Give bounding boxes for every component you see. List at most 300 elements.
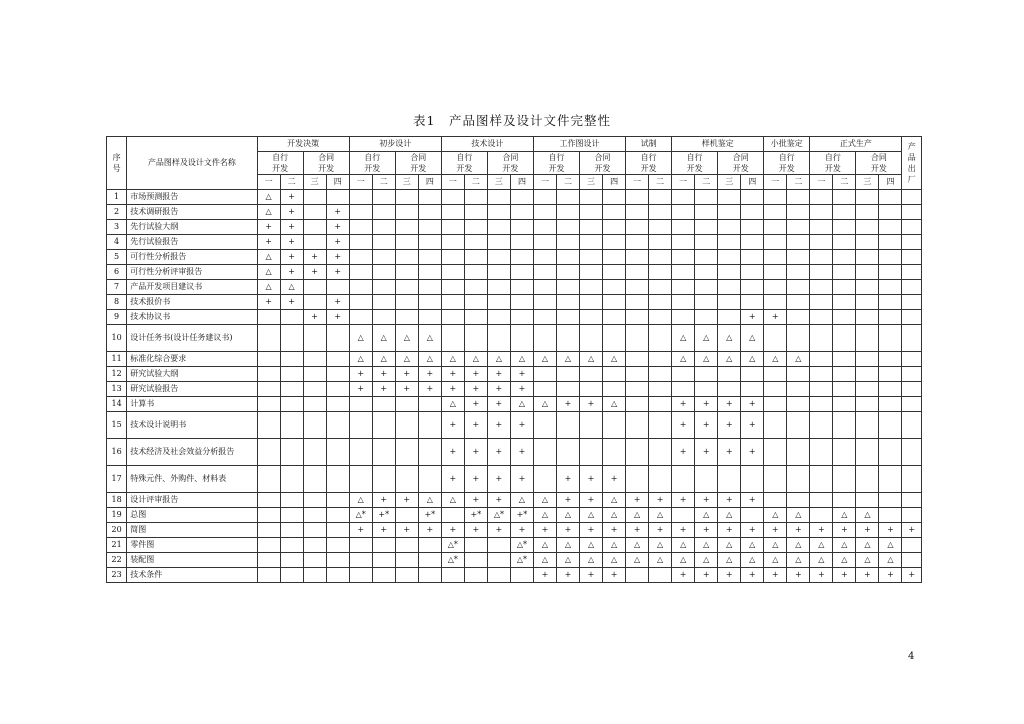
mark-cell	[649, 382, 672, 397]
mark-cell	[580, 439, 603, 466]
mark-cell: △	[718, 325, 741, 352]
mark-cell: +	[349, 367, 372, 382]
mark-cell	[372, 250, 395, 265]
mark-cell	[902, 508, 922, 523]
mark-cell	[580, 412, 603, 439]
mark-cell: △	[718, 553, 741, 568]
mark-cell	[487, 220, 510, 235]
mark-cell	[672, 250, 695, 265]
mark-cell: △	[741, 538, 764, 553]
mark-cell	[787, 280, 810, 295]
mark-cell	[695, 382, 718, 397]
mark-cell	[810, 280, 833, 295]
table-row	[107, 295, 922, 310]
mark-cell	[718, 367, 741, 382]
mark-cell	[533, 265, 556, 280]
mark-cell	[718, 466, 741, 493]
mark-cell: △	[510, 352, 533, 367]
mark-cell	[533, 439, 556, 466]
mark-cell	[649, 568, 672, 583]
mark-cell: +	[326, 235, 349, 250]
mark-cell	[833, 493, 856, 508]
mark-cell	[902, 439, 922, 466]
mark-cell: △	[764, 553, 787, 568]
mark-cell: +	[741, 439, 764, 466]
mark-cell	[764, 367, 787, 382]
document-name: 设计任务书(设计任务建议书)	[127, 325, 257, 352]
mark-cell: +	[441, 523, 464, 538]
mark-cell	[902, 466, 922, 493]
mark-cell	[418, 553, 441, 568]
mark-cell: +	[372, 493, 395, 508]
mark-cell: +	[395, 493, 418, 508]
mark-cell: △	[556, 538, 579, 553]
mark-cell	[856, 412, 879, 439]
row-number: 8	[107, 295, 127, 310]
mark-cell	[395, 568, 418, 583]
mark-cell	[603, 220, 626, 235]
mark-cell	[418, 220, 441, 235]
mark-cell	[626, 397, 649, 412]
mark-cell: +	[487, 493, 510, 508]
mark-cell: +	[257, 235, 280, 250]
mark-cell: △	[580, 538, 603, 553]
mark-cell	[695, 220, 718, 235]
mark-cell	[810, 310, 833, 325]
mark-cell: +	[695, 523, 718, 538]
mark-cell	[833, 439, 856, 466]
mark-cell: +	[464, 439, 487, 466]
mark-cell: △	[672, 325, 695, 352]
mark-cell	[510, 205, 533, 220]
mark-cell	[833, 235, 856, 250]
mark-cell: △	[580, 553, 603, 568]
mark-cell	[718, 280, 741, 295]
mark-cell	[810, 439, 833, 466]
mark-cell	[787, 493, 810, 508]
mark-cell: △	[787, 538, 810, 553]
mark-cell	[902, 352, 922, 367]
dev-mode-header: 自行 开发	[810, 152, 856, 175]
mark-cell	[902, 250, 922, 265]
mark-cell	[787, 439, 810, 466]
class-header: 二	[833, 175, 856, 190]
mark-cell: △	[856, 508, 879, 523]
dev-mode-header: 自行 开发	[533, 152, 579, 175]
class-header: 一	[810, 175, 833, 190]
mark-cell	[580, 325, 603, 352]
row-number: 10	[107, 325, 127, 352]
mark-cell	[810, 493, 833, 508]
mark-cell: +	[741, 310, 764, 325]
table-row	[107, 397, 922, 412]
mark-cell	[349, 265, 372, 280]
mark-cell	[603, 367, 626, 382]
mark-cell: △	[533, 508, 556, 523]
mark-cell	[695, 280, 718, 295]
mark-cell	[487, 235, 510, 250]
mark-cell	[603, 190, 626, 205]
mark-cell	[349, 235, 372, 250]
mark-cell	[556, 220, 579, 235]
mark-cell	[395, 280, 418, 295]
document-name: 可行性分析评审报告	[127, 265, 257, 280]
mark-cell	[395, 397, 418, 412]
mark-cell	[879, 265, 902, 280]
mark-cell	[672, 235, 695, 250]
table-row	[107, 190, 922, 205]
row-number: 17	[107, 466, 127, 493]
mark-cell: +	[556, 568, 579, 583]
mark-cell: +	[879, 568, 902, 583]
mark-cell	[649, 235, 672, 250]
mark-cell	[510, 310, 533, 325]
mark-cell: +	[649, 523, 672, 538]
mark-cell: △*	[487, 508, 510, 523]
mark-cell	[280, 553, 303, 568]
table-row	[107, 367, 922, 382]
mark-cell	[418, 235, 441, 250]
mark-cell: +	[349, 523, 372, 538]
row-number: 23	[107, 568, 127, 583]
mark-cell	[280, 493, 303, 508]
mark-cell	[280, 367, 303, 382]
mark-cell: +	[441, 367, 464, 382]
mark-cell	[418, 412, 441, 439]
mark-cell: +	[718, 412, 741, 439]
mark-cell	[695, 310, 718, 325]
mark-cell	[510, 250, 533, 265]
mark-cell: +	[464, 382, 487, 397]
mark-cell	[718, 235, 741, 250]
mark-cell	[649, 412, 672, 439]
mark-cell: △	[257, 250, 280, 265]
mark-cell: +	[395, 382, 418, 397]
mark-cell	[372, 265, 395, 280]
table-row	[107, 523, 922, 538]
mark-cell: +	[303, 250, 326, 265]
mark-cell	[257, 523, 280, 538]
mark-cell: +	[326, 295, 349, 310]
mark-cell	[833, 250, 856, 265]
mark-cell	[372, 220, 395, 235]
mark-cell	[303, 325, 326, 352]
mark-cell	[326, 568, 349, 583]
row-number: 6	[107, 265, 127, 280]
mark-cell: △	[257, 205, 280, 220]
mark-cell: △	[718, 352, 741, 367]
mark-cell: △	[257, 190, 280, 205]
mark-cell	[833, 205, 856, 220]
mark-cell	[902, 493, 922, 508]
stage-header: 初步设计	[349, 137, 441, 152]
mark-cell: △	[441, 493, 464, 508]
class-header: 一	[257, 175, 280, 190]
mark-cell	[326, 190, 349, 205]
mark-cell	[672, 205, 695, 220]
mark-cell	[879, 220, 902, 235]
mark-cell	[902, 190, 922, 205]
mark-cell: +*	[418, 508, 441, 523]
mark-cell	[533, 280, 556, 295]
document-name: 技术协议书	[127, 310, 257, 325]
table-row	[107, 466, 922, 493]
mark-cell	[418, 568, 441, 583]
mark-cell	[395, 250, 418, 265]
mark-cell: +	[464, 412, 487, 439]
mark-cell	[695, 205, 718, 220]
mark-cell: +	[764, 568, 787, 583]
mark-cell: +	[395, 523, 418, 538]
mark-cell: +*	[372, 508, 395, 523]
document-name: 可行性分析报告	[127, 250, 257, 265]
mark-cell	[741, 508, 764, 523]
mark-cell	[856, 493, 879, 508]
mark-cell	[626, 250, 649, 265]
mark-cell	[326, 538, 349, 553]
mark-cell: △	[626, 508, 649, 523]
mark-cell	[280, 439, 303, 466]
mark-cell: △	[741, 553, 764, 568]
mark-cell	[879, 250, 902, 265]
mark-cell: △*	[510, 538, 533, 553]
mark-cell	[856, 352, 879, 367]
mark-cell	[810, 508, 833, 523]
mark-cell	[372, 553, 395, 568]
mark-cell	[649, 367, 672, 382]
mark-cell	[787, 367, 810, 382]
document-name: 技术设计说明书	[127, 412, 257, 439]
mark-cell	[257, 568, 280, 583]
mark-cell	[856, 397, 879, 412]
mark-cell	[556, 325, 579, 352]
mark-cell	[649, 325, 672, 352]
stage-header: 小批鉴定	[764, 137, 810, 152]
mark-cell	[902, 280, 922, 295]
mark-cell	[395, 265, 418, 280]
document-name: 装配图	[127, 553, 257, 568]
dev-mode-header: 合同 开发	[718, 152, 764, 175]
mark-cell	[372, 412, 395, 439]
mark-cell	[902, 235, 922, 250]
mark-cell: +	[510, 439, 533, 466]
mark-cell: +	[280, 190, 303, 205]
mark-cell	[695, 367, 718, 382]
mark-cell	[856, 205, 879, 220]
mark-cell: △	[418, 325, 441, 352]
mark-cell	[603, 382, 626, 397]
mark-cell	[741, 220, 764, 235]
document-name: 市场预测报告	[127, 190, 257, 205]
mark-cell: △	[741, 352, 764, 367]
mark-cell: +	[741, 397, 764, 412]
mark-cell	[856, 235, 879, 250]
mark-cell	[510, 190, 533, 205]
mark-cell	[856, 382, 879, 397]
mark-cell	[280, 508, 303, 523]
mark-cell: +	[833, 523, 856, 538]
mark-cell	[257, 466, 280, 493]
mark-cell: +	[695, 412, 718, 439]
class-header: 二	[695, 175, 718, 190]
mark-cell	[741, 265, 764, 280]
mark-cell	[372, 295, 395, 310]
mark-cell	[418, 205, 441, 220]
mark-cell	[902, 367, 922, 382]
mark-cell: +	[280, 220, 303, 235]
mark-cell: +	[441, 382, 464, 397]
mark-cell: +	[718, 439, 741, 466]
mark-cell	[764, 205, 787, 220]
mark-cell: △	[603, 553, 626, 568]
mark-cell	[787, 325, 810, 352]
mark-cell	[257, 553, 280, 568]
mark-cell	[787, 397, 810, 412]
mark-cell: +	[464, 523, 487, 538]
mark-cell: +	[695, 397, 718, 412]
mark-cell	[879, 352, 902, 367]
mark-cell	[626, 190, 649, 205]
mark-cell	[533, 220, 556, 235]
row-number: 14	[107, 397, 127, 412]
mark-cell	[856, 220, 879, 235]
mark-cell	[326, 508, 349, 523]
mark-cell	[326, 439, 349, 466]
mark-cell	[879, 382, 902, 397]
mark-cell	[902, 310, 922, 325]
mark-cell	[487, 553, 510, 568]
mark-cell	[741, 382, 764, 397]
mark-cell	[649, 295, 672, 310]
mark-cell	[672, 367, 695, 382]
mark-cell	[741, 250, 764, 265]
mark-cell: +	[372, 382, 395, 397]
mark-cell: +	[741, 568, 764, 583]
mark-cell	[487, 205, 510, 220]
stage-header: 技术设计	[441, 137, 533, 152]
mark-cell	[487, 280, 510, 295]
mark-cell	[349, 310, 372, 325]
mark-cell	[280, 310, 303, 325]
table-row	[107, 508, 922, 523]
document-name: 技术经济及社会效益分析报告	[127, 439, 257, 466]
mark-cell	[879, 190, 902, 205]
mark-cell	[280, 523, 303, 538]
mark-cell	[810, 466, 833, 493]
mark-cell	[580, 382, 603, 397]
table-row	[107, 439, 922, 466]
mark-cell	[649, 205, 672, 220]
mark-cell	[810, 250, 833, 265]
mark-cell	[787, 382, 810, 397]
mark-cell	[280, 412, 303, 439]
mark-cell	[856, 367, 879, 382]
mark-cell	[395, 190, 418, 205]
mark-cell	[833, 220, 856, 235]
class-header: 四	[603, 175, 626, 190]
mark-cell	[303, 382, 326, 397]
class-header: 三	[487, 175, 510, 190]
mark-cell	[487, 538, 510, 553]
mark-cell	[580, 235, 603, 250]
mark-cell	[833, 295, 856, 310]
mark-cell	[556, 367, 579, 382]
mark-cell	[695, 235, 718, 250]
mark-cell	[303, 205, 326, 220]
mark-cell: △	[603, 352, 626, 367]
dev-mode-header: 合同 开发	[303, 152, 349, 175]
mark-cell: △	[718, 508, 741, 523]
mark-cell	[257, 538, 280, 553]
mark-cell	[718, 382, 741, 397]
mark-cell	[257, 382, 280, 397]
mark-cell	[902, 412, 922, 439]
mark-cell	[764, 250, 787, 265]
class-header: 一	[349, 175, 372, 190]
dev-mode-header: 合同 开发	[856, 152, 902, 175]
mark-cell: +	[349, 382, 372, 397]
mark-cell	[556, 265, 579, 280]
mark-cell: △	[257, 280, 280, 295]
mark-cell	[833, 412, 856, 439]
mark-cell: +	[718, 568, 741, 583]
table-row	[107, 220, 922, 235]
mark-cell	[372, 235, 395, 250]
mark-cell	[303, 466, 326, 493]
mark-cell	[303, 439, 326, 466]
mark-cell	[303, 190, 326, 205]
mark-cell	[603, 205, 626, 220]
mark-cell	[326, 382, 349, 397]
mark-cell: △	[764, 352, 787, 367]
mark-cell	[603, 325, 626, 352]
mark-cell	[580, 250, 603, 265]
mark-cell	[533, 205, 556, 220]
mark-cell	[787, 235, 810, 250]
mark-cell: +	[810, 568, 833, 583]
mark-cell	[257, 397, 280, 412]
mark-cell: △	[372, 325, 395, 352]
mark-cell	[326, 523, 349, 538]
mark-cell: △	[879, 553, 902, 568]
mark-cell	[533, 310, 556, 325]
class-header: 四	[418, 175, 441, 190]
mark-cell	[372, 538, 395, 553]
mark-cell	[603, 265, 626, 280]
mark-cell	[349, 250, 372, 265]
class-header: 二	[787, 175, 810, 190]
mark-cell	[372, 397, 395, 412]
mark-cell	[303, 538, 326, 553]
mark-cell: △	[741, 325, 764, 352]
stage-header: 工作图设计	[533, 137, 625, 152]
mark-cell	[902, 397, 922, 412]
mark-cell	[303, 523, 326, 538]
mark-cell: +	[464, 367, 487, 382]
mark-cell	[556, 190, 579, 205]
mark-cell	[303, 568, 326, 583]
mark-cell	[441, 250, 464, 265]
stage-header: 样机鉴定	[672, 137, 764, 152]
mark-cell	[395, 235, 418, 250]
mark-cell	[464, 553, 487, 568]
row-number: 15	[107, 412, 127, 439]
mark-cell	[695, 466, 718, 493]
mark-cell	[372, 439, 395, 466]
mark-cell: +	[787, 523, 810, 538]
class-header: 三	[718, 175, 741, 190]
mark-cell	[879, 295, 902, 310]
